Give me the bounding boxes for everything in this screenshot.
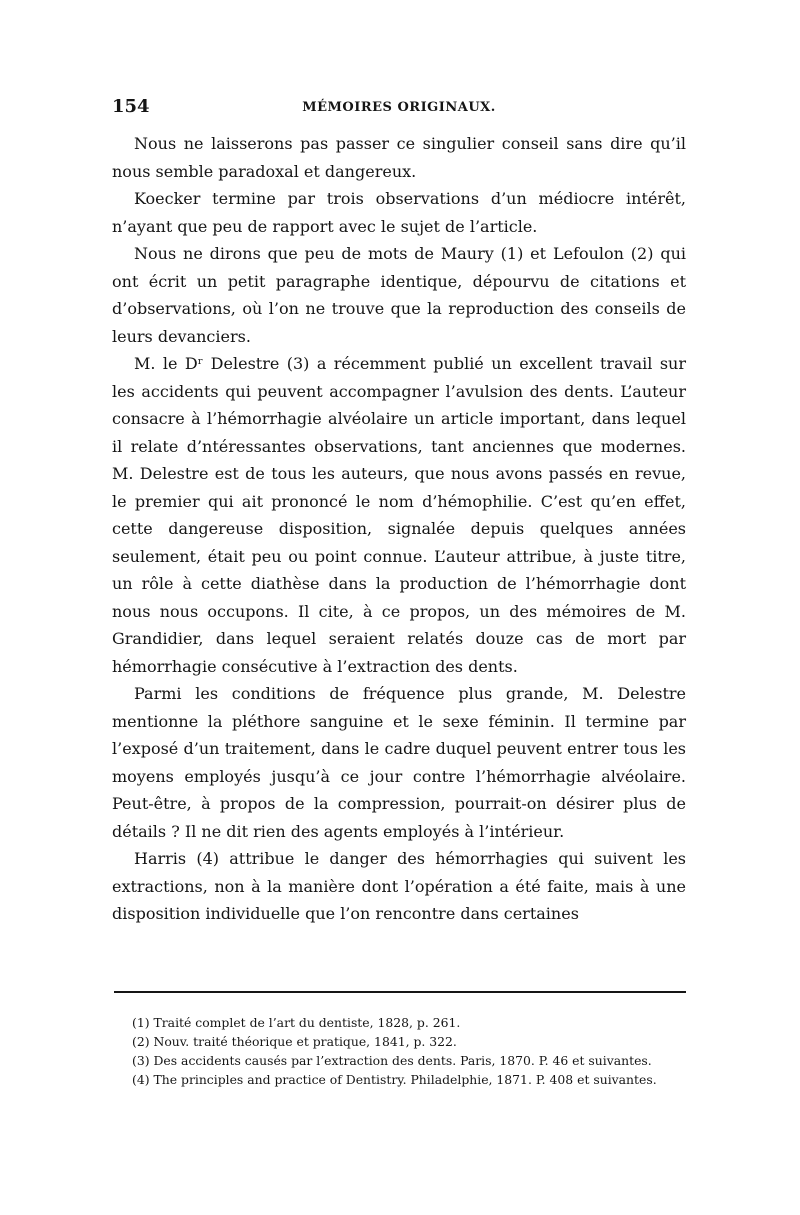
page-header xyxy=(112,96,686,124)
page-number: 154 xyxy=(112,96,150,117)
footnote: (3) Des accidents causés par l’extraction des dents. Paris, 1870. P. 46 et suivantes. xyxy=(132,1053,652,1068)
footnote-rule xyxy=(114,991,686,993)
paragraph: Parmi les conditions de fréquence plus grande, M. Delestre mentionne la pléthore sanguine et le sexe féminin. Il termine par l’exposé d’un traitement, dans le cadre duquel peuvent entrer tous les moyens employés jusqu’à ce jour contre l’hémorrhagie alvéolaire. Peut-être, à propos de la compression, pourrait-on désirer plus de détails ? Il ne dit rien des agents employés à l’intérieur. xyxy=(112,684,686,841)
paragraph: Harris (4) attribue le danger des hémorrhagies qui suivent les extractions, non à la manière dont l’opération a été faite, mais à une disposition individuelle que l’on rencontre dans certaines xyxy=(112,849,686,923)
footnote: (2) Nouv. traité théorique et pratique, 1841, p. 322. xyxy=(132,1034,457,1049)
body-text xyxy=(112,130,686,928)
paragraph: Koecker termine par trois observations d’un médiocre intérêt, n’ayant que peu de rapport avec le sujet de l’article. xyxy=(112,189,686,236)
footnote: (1) Traité complet de l’art du dentiste, 1828, p. 261. xyxy=(132,1015,461,1030)
footnotes xyxy=(112,1013,686,1089)
running-head: MÉMOIRES ORIGINAUX. xyxy=(302,100,496,115)
paragraph: M. le Dʳ Delestre (3) a récemment publié un excellent travail sur les accidents qui peuvent accompagner l’avulsion des dents. L’auteur consacre à l’hémorrhagie alvéolaire un article important, dans lequel il relate d’ntéressantes observations, tant anciennes que modernes. M. Delestre est de tous les auteurs, que nous avons passés en revue, le premier qui ait prononcé le nom d’hémophilie. C’est qu’en effet, cette dangereuse disposition, signalée depuis quelques années seulement, était peu ou point connue. L’auteur attribue, à juste titre, un rôle à cette diathèse dans la production de l’hémorrhagie dont nous nous occupons. Il cite, à ce propos, un des mémoires de M. Grandidier, dans lequel seraient relatés douze cas de mort par hémorrhagie consécutive à l’extraction des dents. xyxy=(112,354,686,676)
paragraph: Nous ne dirons que peu de mots de Maury (1) et Lefoulon (2) qui ont écrit un petit paragraphe identique, dépourvu de citations et d’observations, où l’on ne trouve que la reproduction des conseils de leurs devanciers. xyxy=(112,244,686,346)
paragraph: Nous ne laisserons pas passer ce singulier conseil sans dire qu’il nous semble paradoxal et dangereux. xyxy=(112,134,686,181)
footnote: (4) The principles and practice of Dentistry. Philadelphie, 1871. P. 408 et suivantes. xyxy=(132,1072,657,1087)
